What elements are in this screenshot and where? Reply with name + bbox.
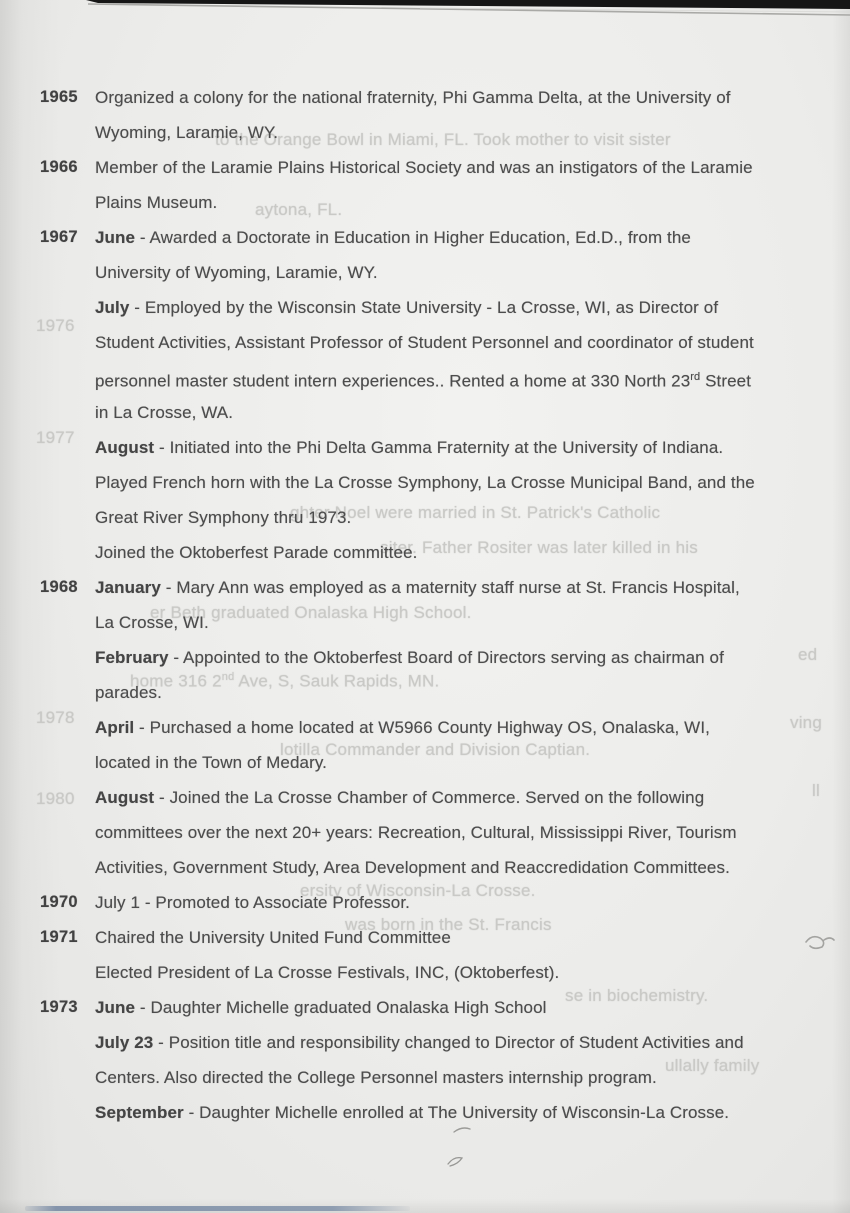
timeline-text-line: July 23 - Position title and responsibility changed to Director of Student Activities and bbox=[95, 1033, 744, 1052]
bleedthrough-text: ullally family bbox=[665, 1056, 760, 1075]
timeline-text-line: Organized a colony for the national fraternity, Phi Gamma Delta, at the University of bbox=[95, 88, 731, 107]
entry-content bbox=[95, 150, 830, 220]
timeline-entry bbox=[40, 80, 830, 150]
timeline-paragraph bbox=[95, 220, 830, 290]
timeline-text-line: April - Purchased a home located at W5966 County Highway OS, Onalaska, WI, bbox=[95, 718, 710, 737]
timeline-text-line: January - Mary Ann was employed as a maternity staff nurse at St. Francis Hospital, bbox=[95, 578, 740, 597]
bleedthrough-text: er Beth graduated Onalaska High School. bbox=[150, 603, 472, 622]
entry-content bbox=[95, 220, 830, 570]
timeline-text-line: Elected President of La Crosse Festivals, INC, (Oktoberfest). bbox=[95, 963, 560, 982]
bleedthrough-text: ghter Noel were married in St. Patrick's Catholic bbox=[290, 503, 661, 522]
bleedthrough-text: aytona, FL. bbox=[255, 200, 343, 219]
timeline-text-line: Played French horn with the La Crosse Symphony, La Crosse Municipal Band, and the bbox=[95, 473, 755, 492]
timeline-text-line: Member of the Laramie Plains Historical Society and was an instigators of the Laramie bbox=[95, 158, 753, 177]
timeline-text-line: August - Joined the La Crosse Chamber of Commerce. Served on the following bbox=[95, 788, 705, 807]
bleedthrough-text: ll bbox=[812, 781, 820, 800]
timeline bbox=[40, 80, 830, 1130]
entry-content bbox=[95, 80, 830, 150]
timeline-text-line: committees over the next 20+ years: Recreation, Cultural, Mississippi River, Tourism bbox=[95, 823, 737, 842]
bleedthrough-text: lotilla Commander and Division Captian. bbox=[280, 740, 591, 759]
timeline-text-line: June - Daughter Michelle graduated Onalaska High School bbox=[95, 998, 547, 1017]
timeline-paragraph bbox=[95, 1025, 830, 1095]
timeline-paragraph bbox=[95, 570, 830, 640]
entry-content bbox=[95, 885, 830, 920]
timeline-text-line: July 1 - Promoted to Associate Professor. bbox=[95, 893, 410, 912]
timeline-text-line: parades. bbox=[95, 683, 162, 702]
scanner-edge-bar bbox=[0, 0, 850, 26]
timeline-paragraph bbox=[95, 290, 830, 430]
year-label: 1973 bbox=[40, 998, 78, 1016]
scanner-black-wedge bbox=[86, 0, 850, 9]
timeline-text-line: June - Awarded a Doctorate in Education in Higher Education, Ed.D., from the bbox=[95, 228, 691, 247]
timeline-paragraph bbox=[95, 535, 830, 570]
margin-scribble bbox=[800, 920, 844, 960]
timeline-text-line: University of Wyoming, Laramie, WY. bbox=[95, 263, 378, 282]
timeline-text-line: Plains Museum. bbox=[95, 193, 218, 212]
timeline-entry bbox=[40, 570, 830, 885]
year-label: 1965 bbox=[40, 88, 78, 106]
year-label: 1968 bbox=[40, 578, 78, 596]
timeline-text-line: February - Appointed to the Oktoberfest Board of Directors serving as chairman of bbox=[95, 648, 724, 667]
bleedthrough-text: 1978 bbox=[36, 708, 75, 727]
timeline-text-line: July - Employed by the Wisconsin State University - La Crosse, WI, as Director of bbox=[95, 298, 719, 317]
timeline-text-line: Activities, Government Study, Area Development and Reaccredidation Committees. bbox=[95, 858, 730, 877]
timeline-paragraph bbox=[95, 780, 830, 885]
year-label: 1967 bbox=[40, 228, 78, 246]
pencil-mark bbox=[440, 1118, 490, 1178]
entry-content bbox=[95, 990, 830, 1130]
timeline-text-line: Student Activities, Assistant Professor of Student Personnel and coordinator of student bbox=[95, 333, 754, 352]
timeline-paragraph bbox=[95, 150, 830, 220]
timeline-paragraph bbox=[95, 430, 830, 535]
bleedthrough-text: siter. Father Rositer was later killed in his bbox=[380, 538, 698, 557]
bleedthrough-text: was born in the St. Francis bbox=[345, 915, 552, 934]
bleedthrough-text: se in biochemistry. bbox=[565, 986, 709, 1005]
bleedthrough-text: ed bbox=[798, 645, 818, 664]
year-label: 1971 bbox=[40, 928, 78, 946]
bleedthrough-text: 1977 bbox=[36, 428, 75, 447]
year-label: 1970 bbox=[40, 893, 78, 911]
year-label: 1966 bbox=[40, 158, 78, 176]
timeline-text-line: located in the Town of Medary. bbox=[95, 753, 328, 772]
entry-content bbox=[95, 920, 830, 990]
timeline-text-line: Great River Symphony thru 1973. bbox=[95, 508, 352, 527]
scan-artifact-bar bbox=[25, 1206, 410, 1211]
timeline-entry bbox=[40, 220, 830, 570]
entry-content bbox=[95, 570, 830, 885]
timeline-paragraph bbox=[95, 990, 830, 1025]
timeline-entry bbox=[40, 885, 830, 920]
timeline-paragraph bbox=[95, 710, 830, 780]
bleedthrough-text: 1980 bbox=[36, 789, 75, 808]
timeline-text-line: Chaired the University United Fund Committee bbox=[95, 928, 451, 947]
timeline-text-line: August - Initiated into the Phi Delta Gamma Fraternity at the University of Indiana. bbox=[95, 438, 724, 457]
timeline-text-line: Centers. Also directed the College Personnel masters internship program. bbox=[95, 1068, 657, 1087]
timeline-paragraph bbox=[95, 920, 830, 990]
timeline-entry bbox=[40, 920, 830, 990]
timeline-entry bbox=[40, 150, 830, 220]
timeline-paragraph bbox=[95, 80, 830, 150]
bleedthrough-text: to the Orange Bowl in Miami, FL. Took mother to visit sister bbox=[215, 130, 671, 149]
timeline-text-line: personnel master student intern experiences.. Rented a home at 330 North 23rd Street bbox=[95, 371, 752, 391]
bleedthrough-text: ving bbox=[790, 713, 822, 732]
timeline-text-line: La Crosse, WI. bbox=[95, 613, 209, 632]
timeline-text-line: in La Crosse, WA. bbox=[95, 403, 234, 422]
timeline-entry bbox=[40, 990, 830, 1130]
bleedthrough-text: ersity of Wisconsin-La Crosse. bbox=[300, 881, 536, 900]
timeline-paragraph bbox=[95, 885, 830, 920]
timeline-paragraph bbox=[95, 640, 830, 710]
timeline-text-line: September - Daughter Michelle enrolled at The University of Wisconsin-La Crosse. bbox=[95, 1103, 730, 1122]
bleedthrough-text: 1976 bbox=[36, 316, 75, 335]
timeline-text-line: Wyoming, Laramie, WY. bbox=[95, 123, 279, 142]
timeline-text-line: Joined the Oktoberfest Parade committee. bbox=[95, 543, 418, 562]
bleedthrough-text: home 316 2nd Ave, S, Sauk Rapids, MN. bbox=[130, 671, 440, 691]
